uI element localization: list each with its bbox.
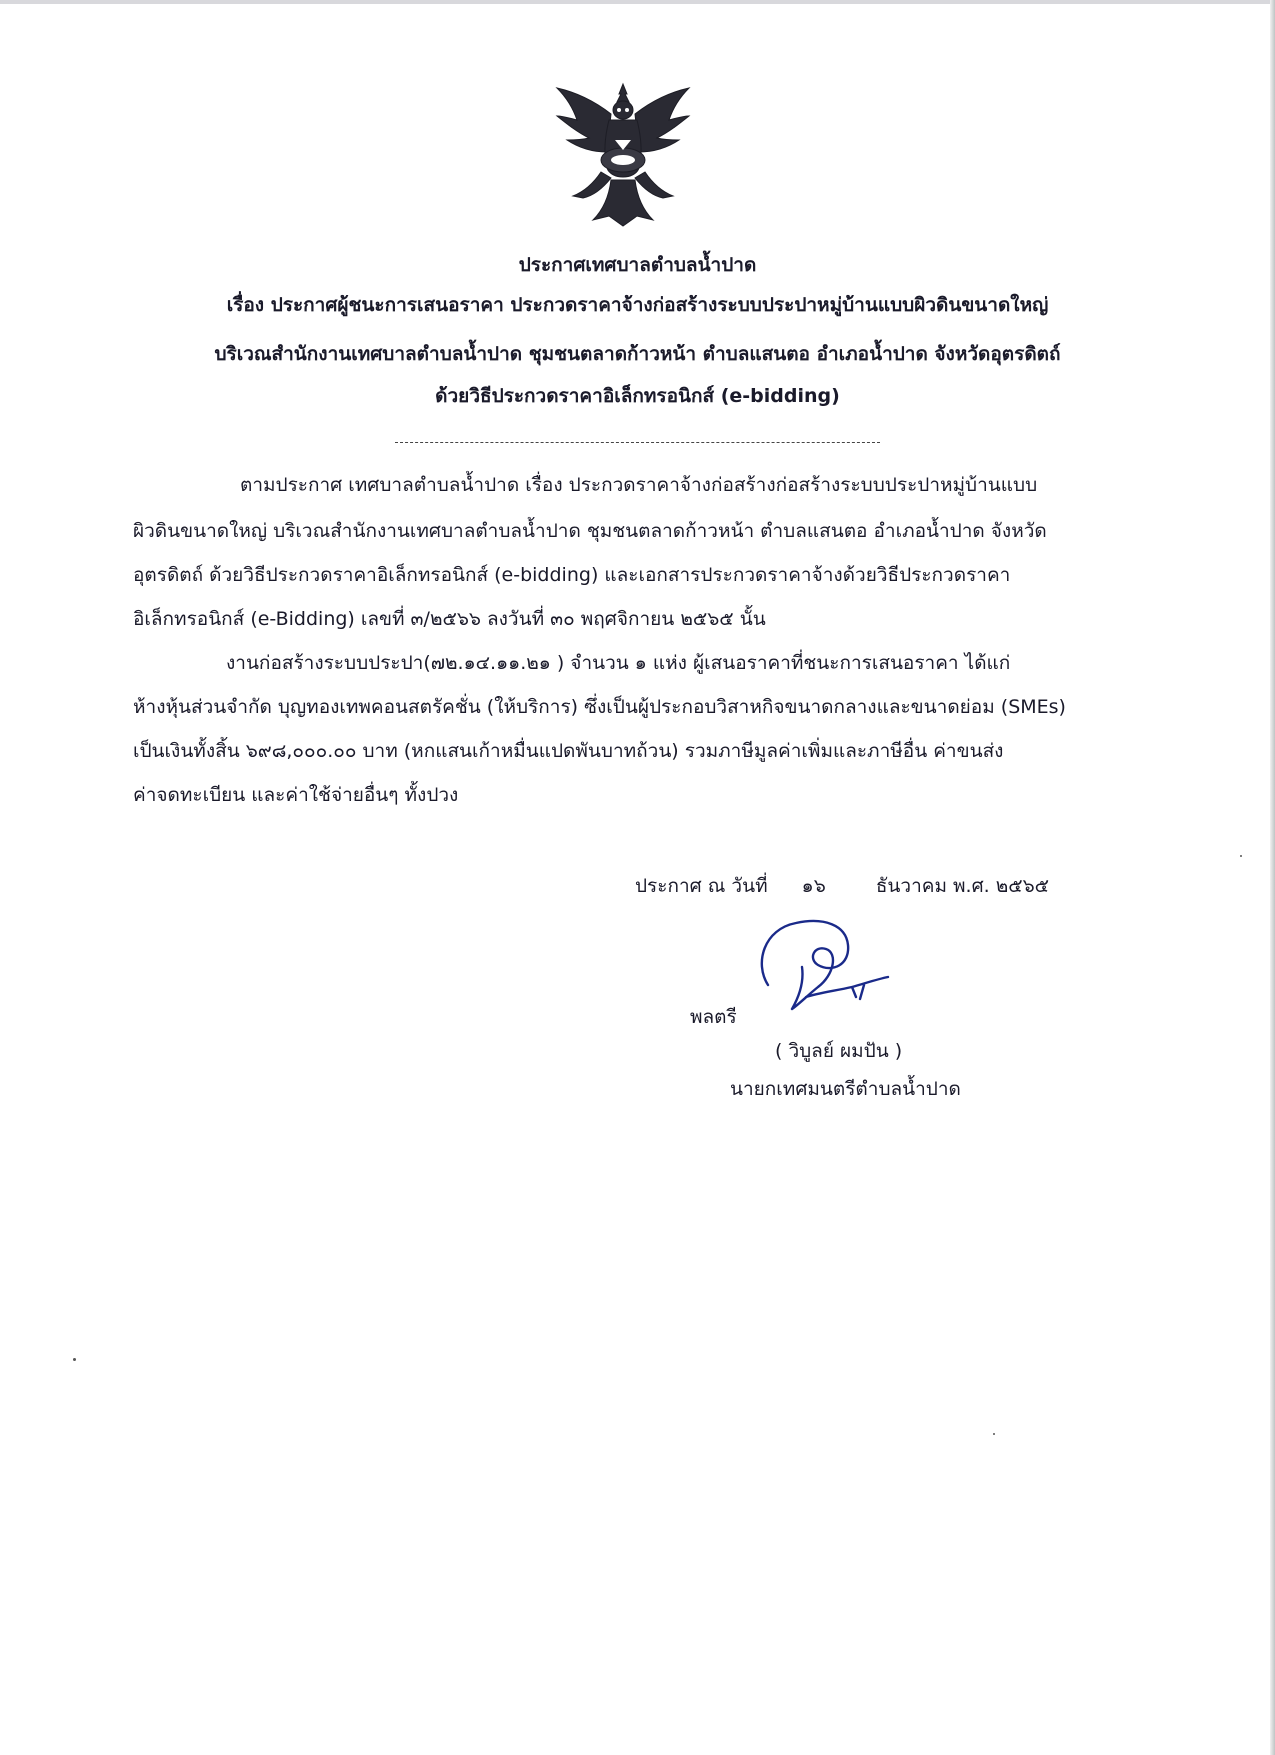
date-prefix: ประกาศ ณ วันที่	[635, 875, 768, 897]
scan-speck	[1240, 855, 1242, 857]
body-line: อุตรดิตถ์ ด้วยวิธีประกวดราคาอิเล็กทรอนิกส์ (e-bidding) และเอกสารประกวดราคาจ้างด้วยวิธีประกวดราคา	[133, 564, 1011, 586]
body-line: อิเล็กทรอนิกส์ (e-Bidding) เลขที่ ๓/๒๕๖๖ ลงวันที่ ๓๐ พฤศจิกายน ๒๕๖๕ นั้น	[133, 608, 766, 630]
scan-edge-top	[0, 0, 1275, 4]
body-line: งานก่อสร้างระบบประปา(๗๒.๑๔.๑๑.๒๑ ) จำนวน ๑ แห่ง ผู้เสนอราคาที่ชนะการเสนอราคา ได้แก่	[226, 652, 1011, 674]
scan-speck	[993, 1433, 995, 1435]
date-month-year: ธันวาคม พ.ศ. ๒๕๖๕	[875, 875, 1050, 897]
subject-line-3: ด้วยวิธีประกวดราคาอิเล็กทรอนิกส์ (e-bidding)	[435, 385, 840, 407]
date-day: ๑๖	[801, 875, 826, 897]
signer-name: ( วิบูลย์ ผมปัน )	[775, 1040, 903, 1062]
body-line: ผิวดินขนาดใหญ่ บริเวณสำนักงานเทศบาลตำบลน้ำปาด ชุมชนตลาดก้าวหน้า ตำบลแสนตอ อำเภอน้ำปาด จังหวัด	[133, 520, 1047, 542]
subject-line-1: เรื่อง ประกาศผู้ชนะการเสนอราคา ประกวดราคาจ้างก่อสร้างระบบประปาหมู่บ้านแบบผิวดินขนาดใหญ่	[226, 294, 1049, 316]
announcement-date	[635, 871, 1049, 901]
signer-title: นายกเทศมนตรีตำบลน้ำปาด	[730, 1078, 961, 1100]
signer-rank: พลตรี	[690, 1006, 737, 1028]
scan-speck	[73, 1358, 76, 1361]
body-line: เป็นเงินทั้งสิ้น ๖๙๘,๐๐๐.๐๐ บาท (หกแสนเก้าหมื่นแปดพันบาทถ้วน) รวมภาษีมูลค่าเพิ่มและภาษีอื่น ค่าขนส่ง	[133, 740, 1004, 762]
handwritten-signature	[748, 915, 890, 1015]
body-line: ห้างหุ้นส่วนจำกัด บุญทองเทพคอนสตรัคชั่น (ให้บริการ) ซึ่งเป็นผู้ประกอบวิสาหกิจขนาดกลางและขนาดย่อม (SMEs)	[133, 696, 1066, 718]
body-line: ตามประกาศ เทศบาลตำบลน้ำปาด เรื่อง ประกวดราคาจ้างก่อสร้างก่อสร้างระบบประปาหมู่บ้านแบบ	[240, 474, 1038, 496]
dashed-divider	[395, 442, 880, 443]
body-line: ค่าจดทะเบียน และค่าใช้จ่ายอื่นๆ ทั้งปวง	[133, 784, 459, 806]
subject-line-2: บริเวณสำนักงานเทศบาลตำบลน้ำปาด ชุมชนตลาดก้าวหน้า ตำบลแสนตอ อำเภอน้ำปาด จังหวัดอุตรดิตถ์	[214, 343, 1061, 365]
garuda-emblem-icon	[553, 80, 693, 230]
announcement-title: ประกาศเทศบาลตำบลน้ำปาด	[518, 254, 757, 276]
